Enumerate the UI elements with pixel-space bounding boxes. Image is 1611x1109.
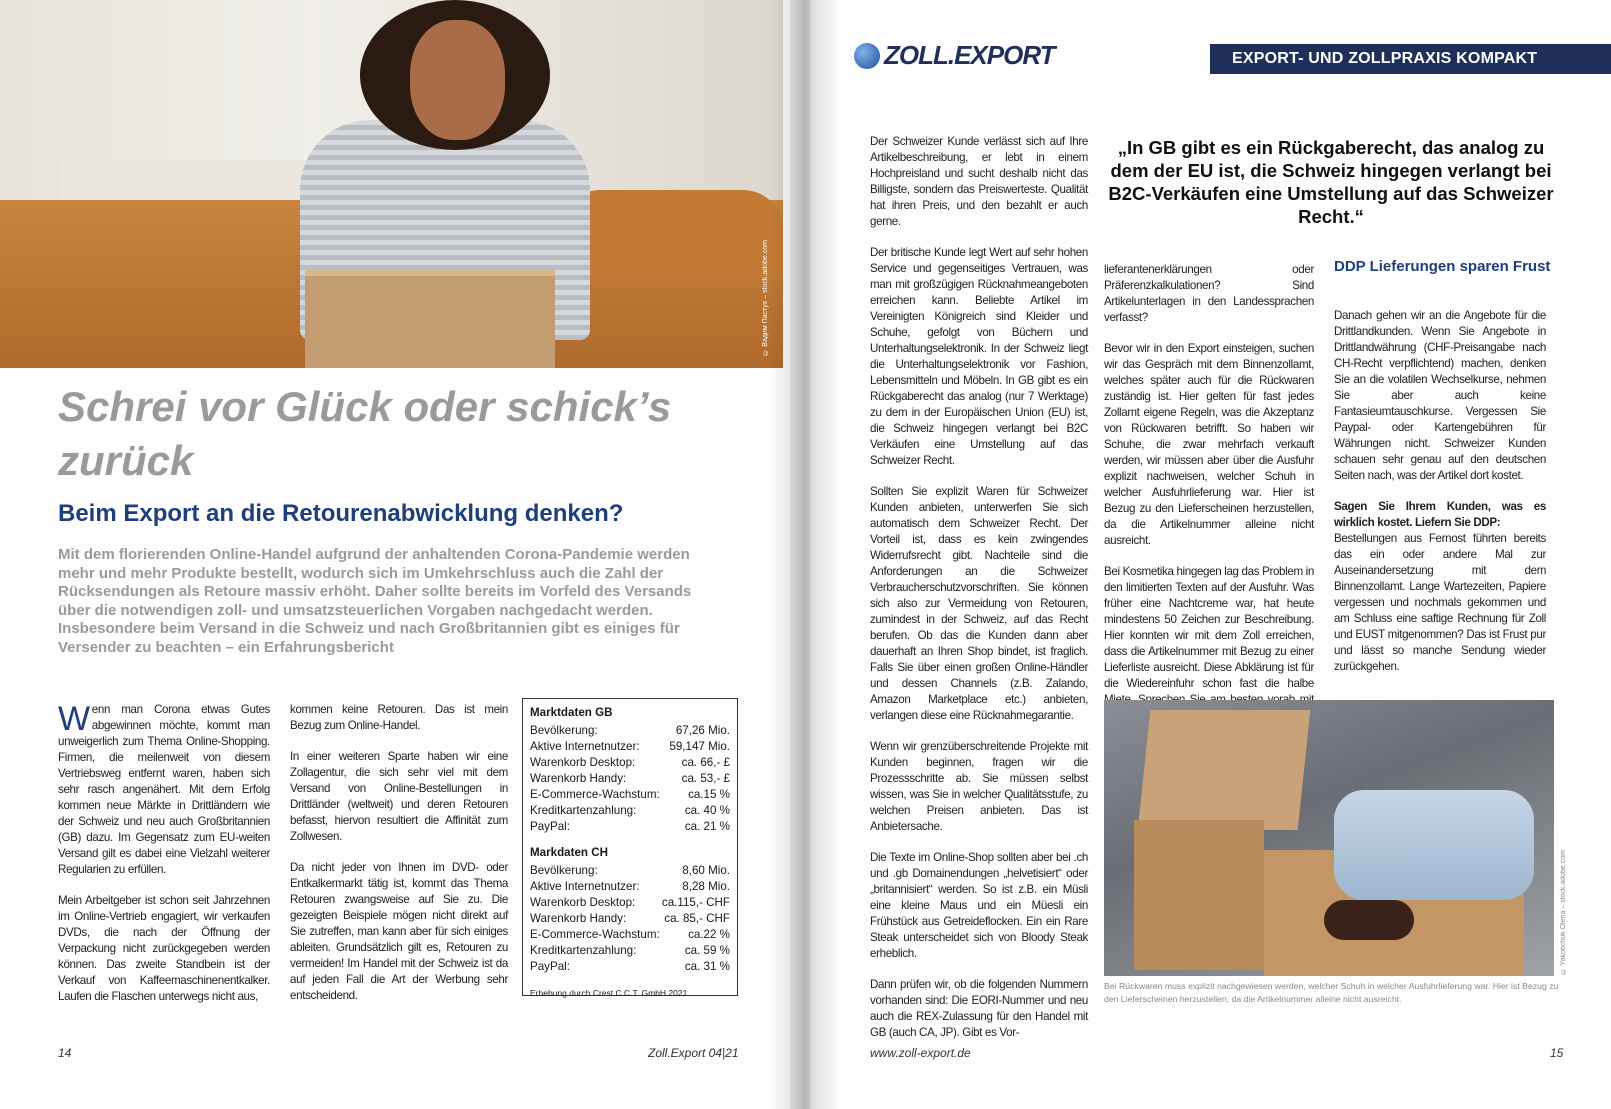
ch-row	[530, 879, 730, 895]
gb-value: ca. 21 %	[684, 820, 730, 833]
col3-p4: Wenn wir grenzüberschreitende Projekte mit Kunden beginnen, fragen wir die Prozessschritte ab. Sie müssen selbst wissen, was Sie in welcher Qualitätsstufe, zu welchen Preisen anbieten. Das ist Anbietersache.	[870, 740, 1088, 833]
ch-label: Kreditkartenzahlung:	[530, 944, 637, 957]
issue-label: Zoll.Export 04|21	[648, 1046, 739, 1060]
col3-p6: Dann prüfen wir, ob die folgenden Nummern vorhanden sind: Die EORI-Nummer und neu auch die REX-Zulassung für den Handel mit GB (auch CA, JP). Gibt es Vor-	[870, 978, 1088, 1039]
column-4	[1104, 262, 1314, 739]
column-2	[290, 702, 508, 1019]
gb-value: 67,26 Mio.	[675, 724, 730, 737]
ch-row	[530, 927, 730, 943]
ch-value: ca.22 %	[688, 928, 730, 941]
ch-label: E-Commerce-Wachstum:	[530, 928, 660, 941]
section-banner: EXPORT- UND ZOLLPRAXIS KOMPAKT	[1210, 44, 1611, 74]
zoll-export-logo	[854, 40, 1055, 71]
gb-row	[530, 771, 730, 787]
gb-row	[530, 755, 730, 771]
page-number-left: 14	[58, 1046, 72, 1060]
globe-icon	[854, 43, 880, 69]
gb-label: PayPal:	[530, 820, 570, 833]
subhead: Beim Export an die Retourenabwicklung denken?	[58, 500, 624, 527]
ch-value: 8,60 Mio.	[682, 864, 730, 877]
headline: Schrei vor Glück oder schick’s zurück	[58, 383, 672, 484]
ch-row	[530, 911, 730, 927]
col1-p2: Mein Arbeitgeber ist schon seit Jahrzehnen im Online-Vertrieb engagiert, wir verkaufen DVDs, die nach der Öffnung der Verpackung nicht zurückgegeben werden können. Das zweite Standbein ist der Verkauf von Kaffeemaschinenentkalker. Laufen die Flaschen unterwegs nicht aus,	[58, 894, 270, 1003]
photo-credit: © Вадим Пастух – stock.adobe.com	[762, 240, 769, 356]
gb-label: E-Commerce-Wachstum:	[530, 788, 660, 801]
col5-bold-lead: Sagen Sie Ihrem Kunden, was es wirklich kostet. Liefern Sie DDP:	[1334, 500, 1546, 529]
ch-row	[530, 863, 730, 879]
gb-value: ca. 53,- £	[681, 772, 730, 785]
ch-label: Aktive Internetnutzer:	[530, 880, 640, 893]
photo-credit-right: © Yakobchuk Olena – stock.adobe.com	[1560, 850, 1567, 975]
col1-p1: enn man Corona etwas Gutes abgewinnen möchte, kommt man unweigerlich zum Thema Online-Shopping. Firmen, die meilenweit von diesem Vertriebsweg entfernt waren, haben sich sehr rasch angenähert. Mit dem Erfolg kommen neue Märkte in Drittländern wie der Schweiz und neu auch Großbritannien (GB) dazu. Im Gegensatz zum EU-weiten Versand gilt es dabei eine Vielzahl weiterer Regularien zu erfüllen.	[58, 703, 270, 876]
ch-label: Warenkorb Desktop:	[530, 896, 636, 909]
column-1	[58, 702, 270, 1020]
gb-label: Bevölkerung:	[530, 724, 598, 737]
col4-p2: Bevor wir in den Export einsteigen, suchen wir das Gespräch mit dem Binnenzollamt, welches später auch für die Rückwaren zuständig ist. Hier gelten für fast jedes Zollamt eigene Regeln, was die Akzeptanz von Rückwaren betrifft. So haben wir Schuhe, die zwar mehrfach verkauft werden, wir müssen aber über die Ausfuhr explizit nachweisen, welcher Schuh in welcher Ausfuhrlieferung war. Hier ist Bezug zu den Lieferscheinen herzustellen, da die Artikelnummer alleine nicht ausreicht.	[1104, 342, 1314, 547]
col3-p2: Der britische Kunde legt Wert auf sehr hohen Service und gegenseitiges Vertrauen, was man mit großzügigen Rücknahmeangeboten erreichen kann. Beliebte Artikel im Vereinigten Königreich sind Kleider und Schuhe, gefolgt von Büchern und Unterhaltungselektronik. In der Schweiz liegt die Unterhaltungselektronik vor Fashion, Lebensmitteln und Möbeln. In GB gibt es ein Rückgaberecht das analog (nur 7 Werktage) zu dem in der Europäischen Union (EU) ist, die Schweiz hingegen verlangt bei B2C Verkäufen eine Umstellung auf das Schweizer Recht.	[870, 246, 1088, 467]
ch-title: Markdaten CH	[530, 846, 608, 859]
ch-row	[530, 959, 730, 975]
gb-value: ca.15 %	[688, 788, 730, 801]
ch-row	[530, 943, 730, 959]
drop-cap: W	[58, 700, 90, 738]
col4-p1: lieferantenerklärungen oder Präferenzkalkulationen? Sind Artikelunterlagen in den Landessprachen verfasst?	[1104, 263, 1314, 324]
pull-quote: „In GB gibt es ein Rückgaberecht, das analog zu dem der EU ist, die Schweiz hingegen verlangt bei B2C-Verkäufen eine Umstellung auf das Schweizer Recht.“	[1108, 137, 1554, 227]
ch-rows	[530, 863, 730, 975]
col2-p2: In einer weiteren Sparte haben wir eine Zollagentur, die sich sehr viel mit dem Versand von Online-Bestellungen in Drittländer (weltweit) und deren Retouren befasst, hiervon resultiert die Affinität zum Zollwesen.	[290, 750, 508, 843]
gb-label: Warenkorb Desktop:	[530, 756, 636, 769]
gb-rows	[530, 723, 730, 835]
left-page	[0, 0, 790, 1109]
website-link[interactable]: www.zoll-export.de	[870, 1046, 971, 1060]
ch-value: ca.115,- CHF	[661, 896, 730, 909]
gb-row	[530, 803, 730, 819]
gb-value: ca. 40 %	[684, 804, 730, 817]
col2-p3: Da nicht jeder von Ihnen im DVD- oder Entkalkermarkt tätig ist, kommt das Thema Retouren zwangsweise auf Sie zu. Die gezeigten Beispiele mögen nicht direkt auf Sie zutreffen, man kann aber für sich einiges ableiten. Grundsätzlich gilt es, Retouren zu vermeiden! Im Handel mit der Schweiz ist da auf jeden Fall die Art der Werbung sehr entscheidend.	[290, 861, 508, 1002]
ch-label: Warenkorb Handy:	[530, 912, 627, 925]
ddp-heading: DDP Lieferungen sparen Frust	[1334, 258, 1551, 275]
column-3	[870, 134, 1088, 1056]
gb-title: Marktdaten GB	[530, 706, 613, 719]
gb-row	[530, 723, 730, 739]
logo-text: ZOLL.EXPORT	[884, 40, 1055, 70]
gb-row	[530, 819, 730, 835]
hero-photo	[0, 0, 783, 368]
col5-p2: Bestellungen aus Fernost führten bereits das ein oder andere Mal zur Auseinandersetzung mit dem Binnenzollamt. Lange Wartezeiten, Papiere vergessen und nochmals gekommen und am Schluss eine saftige Rechnung für Zoll und EUST mitgenommen? Das ist Frust pur und lässt so manche Sendung wieder zurückgehen.	[1334, 532, 1546, 673]
ch-value: ca. 59 %	[684, 944, 730, 957]
gb-label: Warenkorb Handy:	[530, 772, 627, 785]
col5-p1: Danach gehen wir an die Angebote für die Drittlandkunden. Wenn Sie Angebote in Drittlandwährung (CHF-Preisangabe nach CH-Recht verpflichtend) machen, denken Sie an die volatilen Wechselkurse, nehmen Sie aber auch keine Fantasieumtauschkurse. Vergessen Sie Paypal- oder Kartengebühren für Währungen nicht. Schweizer Kunden schauen sehr genau auf den deutschen Seiten nach, was der Artikel dort kostet.	[1334, 309, 1546, 482]
column-5	[1334, 308, 1546, 690]
col3-p5: Die Texte im Online-Shop sollten aber bei .ch und .gb Domainendungen „helvetisiert“ oder „britannisiert“ werden. So ist z.B. ein Müsli eine kleine Maus und ein Müesli ein Frühstück aus Getreideflocken. Ein ein Rare Steak unterscheidet sich von Bloody Steak erheblich.	[870, 851, 1088, 960]
photo-caption: Bei Rückwaren muss explizit nachgewiesen werden, welcher Schuh in welcher Ausfuhrlieferung war. Hier ist Bezug zu den Lieferscheinen herzustellen, da die Artikelnummer alleine nicht ausreicht.	[1104, 981, 1559, 1004]
market-data-box	[522, 698, 738, 996]
ch-label: PayPal:	[530, 960, 570, 973]
gb-row	[530, 787, 730, 803]
ch-value: ca. 85,- CHF	[664, 912, 730, 925]
col3-p3: Sollten Sie explizit Waren für Schweizer Kunden anbieten, unterwerfen Sie sich automatisch dem Schweizer Recht. Der Vorteil ist, dass es kein zwingendes Widerrufsrecht gibt. Nachteile sind die Anforderungen an die Schweizer Verbraucherschutzvorschriften. Sie können sich also zur Vermeidung von Retouren, zumindest in der Schweiz, auf das Recht berufen. Ob das die Kunden dann aber dauerhaft an Ihren Shop bindet, ist fraglich. Falls Sie über einen großen Online-Händler und dessen Channels (z.B. Zalando, Amazon Marketplace etc.) anbieten, verlangen diese eine Rücknahmegarantie.	[870, 485, 1088, 722]
gb-value: 59,147 Mio.	[669, 740, 730, 753]
page-number-right: 15	[1550, 1046, 1564, 1060]
returns-photo	[1104, 700, 1554, 976]
gb-label: Aktive Internetnutzer:	[530, 740, 640, 753]
lead-paragraph: Mit dem florierenden Online-Handel aufgrund der anhaltenden Corona-Pandemie werden mehr und mehr Produkte bestellt, wodurch sich im Umkehrschluss auch die Zahl der Rücksendungen als Retoure massiv erhöht. Daher sollte bereits im Vorfeld des Versands über die notwendigen zoll- und umsatzsteuerlichen Vorgaben nachgedacht werden. Insbesondere beim Versand in die Schweiz und nach Großbritannien gibt es einiges für Versender zu beachten – ein Erfahrungsbericht	[58, 546, 692, 656]
col2-p1: kommen keine Retouren. Das ist mein Bezug zum Online-Handel.	[290, 703, 508, 732]
gb-row	[530, 739, 730, 755]
right-page	[810, 0, 1611, 1109]
ch-label: Bevölkerung:	[530, 864, 598, 877]
ch-value: 8,28 Mio.	[682, 880, 730, 893]
survey-note: Erhebung durch Crest C.C.T. GmbH 2021	[530, 988, 688, 998]
gb-value: ca. 66,- £	[681, 756, 730, 769]
ch-row	[530, 895, 730, 911]
gb-label: Kreditkartenzahlung:	[530, 804, 637, 817]
col4-p3: Bei Kosmetika hingegen lag das Problem in den limitierten Texten auf der Ausfuhr. Was früher eine Nachtcreme war, hat heute mindestens 50 Zeichen zur Beschreibung. Hier konnten wir mit dem Zoll erreichen, dass die Artikelnummer mit Bezug zu einer Lieferliste ausreicht. Diese Abklärung ist für die Wiedereinfuhr schon fast die halbe	[1104, 565, 1314, 690]
ch-value: ca. 31 %	[684, 960, 730, 973]
col3-p1: Der Schweizer Kunde verlässt sich auf Ihre Artikelbeschreibung, er lebt in einem Hochpreisland und sucht deshalb nicht das Billigste, sondern das Preiswerteste. Qualität hat ihren Preis, und den bezahlt er auch gerne.	[870, 135, 1088, 228]
